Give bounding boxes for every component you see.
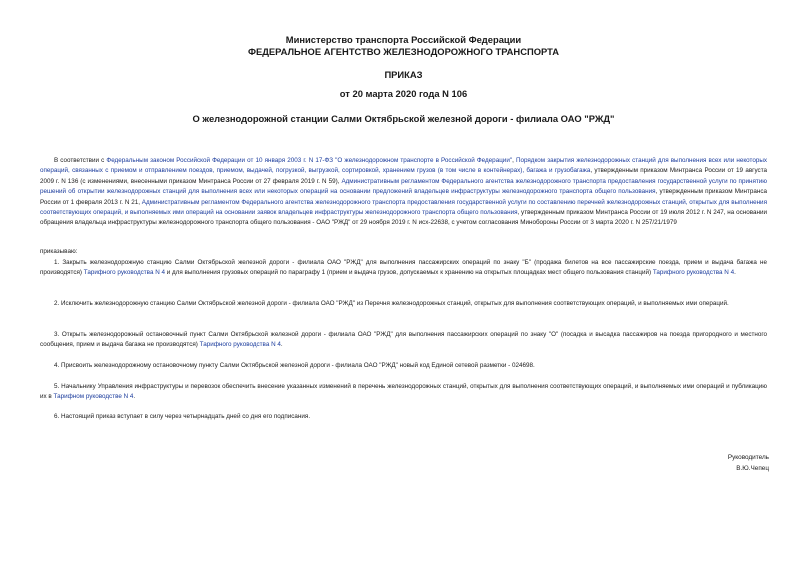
preamble-text: , утвержденным приказом Минтранса России от 19 июля 2012 г. N 247, на основании обращения владельца инфраструктуры железнодорожного транспорта общего пользования - ОАО "РЖД" от 29 ноября 2019 г. N исх-22638, с учетом согласования Минобороны России от 3 марта 2020 г. N 257/21/1979 bbox=[40, 209, 767, 227]
preamble-text: , утвержденным приказом Минтранса России от 19 августа 2009 г. N 136 (с изменениями, внесенными приказом Минтранса России от 27 февраля 2019 г. N 59), bbox=[40, 167, 768, 185]
agency-title: ФЕДЕРАЛЬНОЕ АГЕНТСТВО ЖЕЛЕЗНОДОРОЖНОГО ТРАНСПОРТА bbox=[247, 46, 560, 57]
document-date-number: от 20 марта 2020 года N 106 bbox=[339, 88, 468, 99]
signature-name: В.Ю.Чепец bbox=[736, 465, 769, 472]
preamble-text: , утвержденным приказом Минтранса России от 1 февраля 2013 г. N 21, bbox=[40, 188, 767, 206]
order-item-2: 2. Исключить железнодорожную станцию Салми Октябрьской железной дороги - филиала ОАО "РЖД" из Перечня железнодорожных станций, открытых для выполнения соответствующих операций, и выполняемых ими операций. bbox=[54, 300, 729, 307]
tariff-guide-link[interactable]: Тарифном руководстве N 4 bbox=[53, 393, 134, 401]
item-text: . bbox=[133, 393, 136, 401]
document-subject: О железнодорожной станции Салми Октябрьской железной дороги - филиала ОАО "РЖД" bbox=[192, 113, 615, 124]
preamble-text: , bbox=[512, 157, 516, 164]
item-text: 1. Закрыть железнодорожную станцию Салми Октябрьской железной дороги - филиала ОАО "РЖД" для выполнения пассажирских операций по знаку "Б" (продажа билетов на все пассажирские поезда, прием и выдача багажа не производятся) bbox=[40, 259, 767, 277]
item-text: . bbox=[280, 341, 283, 349]
federal-law-link[interactable]: Федеральным законом Российской Федерации от 10 января 2003 г. N 17-ФЗ "О железнодорожном транспорте в Российской Федерации" bbox=[106, 157, 513, 164]
item-text: и для выполнения грузовых операций по параграфу 1 (прием и выдача грузов, допускаемых к хранению на открытых площадках мест общего пользования станций) bbox=[165, 269, 653, 277]
order-item-3 bbox=[40, 330, 767, 351]
order-item-5 bbox=[40, 382, 767, 403]
signature-title: Руководитель bbox=[727, 454, 769, 461]
order-item-4: 4. Присвоить железнодорожному остановочному пункту Салми Октябрьской железной дороги - филиала ОАО "РЖД" новый код Единой сетевой разметки - 024698. bbox=[54, 362, 535, 369]
closure-procedure-link[interactable]: Порядком закрытия железнодорожных станций для выполнения всех или некоторых операций, связанных с приемом и отправлением поездов, приемом, выдачей, погрузкой, выгрузкой, сортировкой, хранением грузов (в том числе в контейнерах), багажа и грузобагажа bbox=[40, 157, 767, 175]
preamble-paragraph bbox=[40, 156, 767, 229]
tariff-guide-link[interactable]: Тарифного руководства N 4 bbox=[199, 341, 281, 349]
item-text: 5. Начальнику Управления инфраструктуры и перевозок обеспечить внесение указанных изменений в перечень железнодорожных станций, открытых для выполнения соответствующих операций, и выполняемых ими операций и публикацию их в bbox=[40, 383, 767, 401]
tariff-guide-link[interactable]: Тарифного руководства N 4 bbox=[652, 269, 735, 277]
order-item-1 bbox=[40, 258, 767, 279]
item-text: . bbox=[734, 269, 736, 277]
ministry-title: Министерство транспорта Российской Федерации bbox=[285, 34, 522, 45]
tariff-guide-link[interactable]: Тарифного руководства N 4 bbox=[83, 269, 165, 277]
order-item-6: 6. Настоящий приказ вступает в силу через четырнадцать дней со дня его подписания. bbox=[54, 413, 311, 420]
order-word: приказываю: bbox=[40, 248, 78, 255]
admin-regulation-lists-link[interactable]: Административным регламентом Федерального агентства железнодорожного транспорта предоставления государственной услуги по составлению перечней железнодорожных станций, открытых для выполнения соответствующих операций, и выполняемых ими операций на основании заявок владельцев инфраструктуры железнодорожного транспорта общего пользования bbox=[40, 198, 767, 217]
document-type: ПРИКАЗ bbox=[384, 69, 423, 80]
preamble-text: В соответствии с bbox=[54, 157, 107, 164]
admin-regulation-opening-link[interactable]: Административным регламентом Федерального агентства железнодорожного транспорта предоставления государственной услуги по принятию решений об открытии железнодорожных станций для выполнения всех или некоторых операций на основании предложений владельцев инфраструктуры железнодорожного транспорта общего пользования bbox=[40, 177, 767, 196]
item-text: 3. Открыть железнодорожный остановочный пункт Салми Октябрьской железной дороги - филиала ОАО "РЖД" для выполнения пассажирских операций по знаку "О" (посадка и высадка пассажиров на поезда пригородного и местного сообщения, прием и выдача багажа не производятся) bbox=[40, 331, 767, 349]
